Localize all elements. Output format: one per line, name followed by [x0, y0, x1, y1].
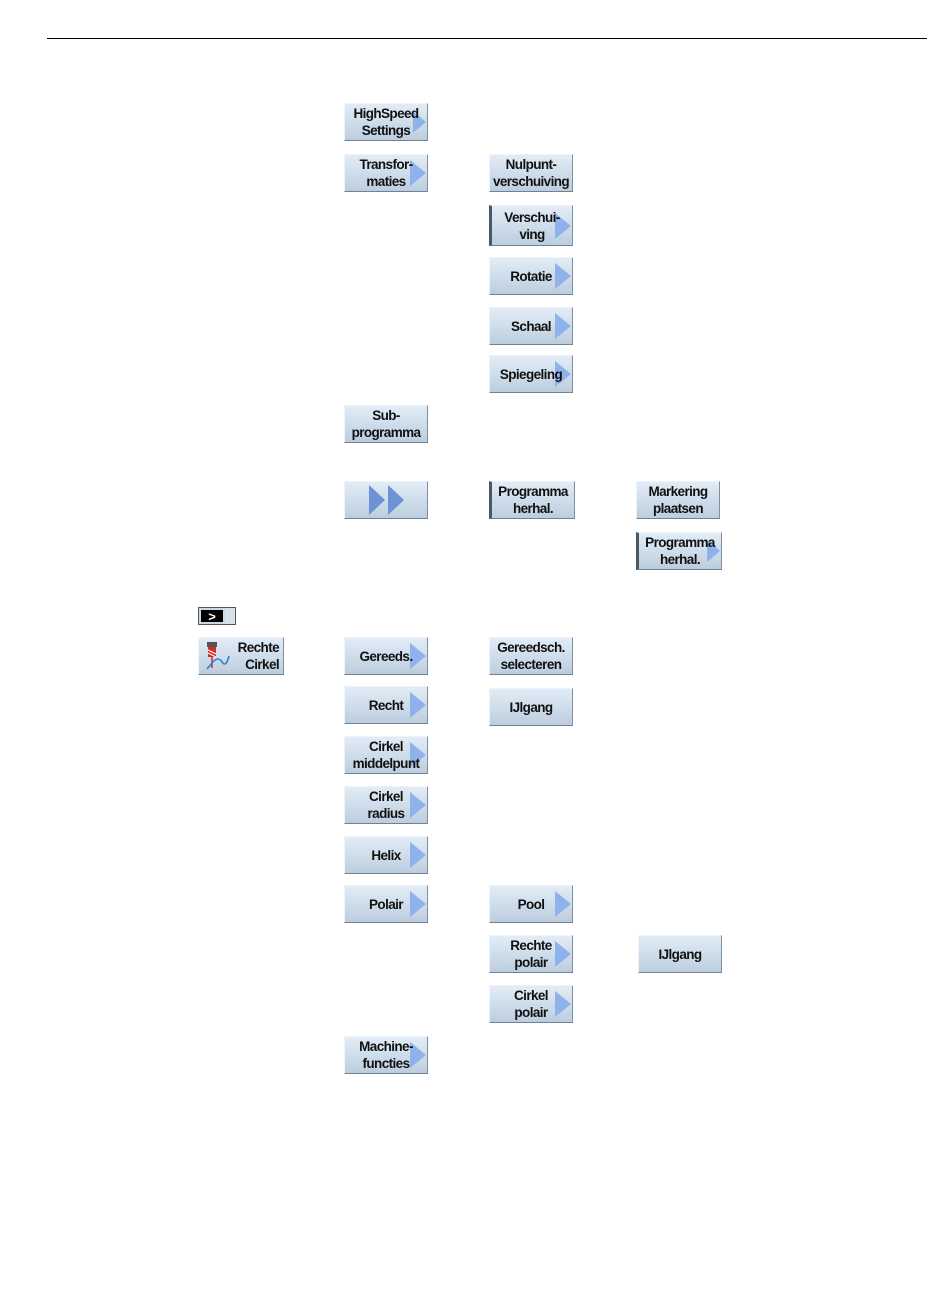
softkey-label: IJlgang: [658, 946, 702, 962]
cursor-key-label: >: [199, 608, 225, 624]
softkey-label: Schaal: [511, 318, 551, 334]
submenu-arrow-icon: [555, 313, 571, 339]
softkey-label: Nulpunt- verschuiving: [492, 157, 570, 189]
spiegeling-softkey[interactable]: [489, 355, 573, 393]
double-arrow-icon: [369, 485, 385, 515]
double-arrow-icon: [388, 485, 404, 515]
cirkel-polair-softkey[interactable]: [489, 985, 573, 1023]
softkey-label: Helix: [371, 847, 401, 863]
submenu-arrow-icon: [555, 891, 571, 917]
gereedsch-selecteren-softkey[interactable]: [489, 637, 573, 675]
submenu-arrow-icon: [555, 941, 571, 967]
highspeed-settings-softkey[interactable]: [344, 103, 428, 141]
polair-softkey[interactable]: [344, 885, 428, 923]
submenu-arrow-icon: [555, 991, 571, 1017]
nulpuntverschuiving-softkey[interactable]: [489, 154, 573, 192]
cursor-key[interactable]: [198, 607, 236, 625]
submenu-arrow-icon: [410, 842, 426, 868]
softkey-label: Verschui- ving: [504, 209, 560, 242]
softkey-label: Machine- functies: [359, 1039, 413, 1071]
softkey-label: Recht: [368, 697, 404, 713]
programma-herhal-sub-softkey[interactable]: [636, 532, 722, 570]
softkey-label: Cirkel polair: [514, 988, 548, 1020]
softkey-label: Rechte Cirkel: [237, 640, 279, 672]
softkey-label: Transfor- maties: [359, 157, 413, 189]
rotatie-softkey[interactable]: [489, 257, 573, 295]
softkey-label: Sub- programma: [351, 408, 421, 440]
more-softkey[interactable]: [344, 481, 428, 519]
ijlgang-polair-softkey[interactable]: [638, 935, 722, 973]
submenu-arrow-icon: [410, 891, 426, 917]
softkey-label: Cirkel radius: [367, 789, 405, 821]
cirkel-radius-softkey[interactable]: [344, 786, 428, 824]
recht-softkey[interactable]: [344, 686, 428, 724]
rechte-polair-softkey[interactable]: [489, 935, 573, 973]
transformaties-softkey[interactable]: [344, 154, 428, 192]
programma-herhal-softkey[interactable]: [489, 481, 575, 519]
header-rule: [47, 38, 927, 39]
softkey-label: Cirkel middelpunt: [352, 739, 420, 771]
softkey-label: Rechte polair: [510, 938, 552, 970]
verschuiving-softkey[interactable]: [489, 205, 573, 246]
helix-softkey[interactable]: [344, 836, 428, 874]
rechte-cirkel-softkey[interactable]: [198, 637, 284, 675]
softkey-label: Rotatie: [510, 268, 552, 284]
gereeds-softkey[interactable]: [344, 637, 428, 675]
markering-plaatsen-softkey[interactable]: [636, 481, 720, 519]
pool-softkey[interactable]: [489, 885, 573, 923]
schaal-softkey[interactable]: [489, 307, 573, 345]
softkey-label: Polair: [369, 896, 403, 912]
submenu-arrow-icon: [410, 792, 426, 818]
softkey-label: Gereedsch. selecteren: [497, 640, 565, 672]
submenu-arrow-icon: [410, 692, 426, 718]
softkey-label: Programma herhal.: [645, 535, 715, 567]
cirkel-middelpunt-softkey[interactable]: [344, 736, 428, 774]
ijlgang-softkey[interactable]: [489, 688, 573, 726]
subprogramma-softkey[interactable]: [344, 405, 428, 443]
submenu-arrow-icon: [555, 263, 571, 289]
machinefuncties-softkey[interactable]: [344, 1036, 428, 1074]
softkey-label: Pool: [517, 896, 545, 912]
milling-tool-icon: [204, 642, 230, 670]
softkey-label: Programma herhal.: [498, 484, 568, 516]
softkey-label: HighSpeed Settings: [353, 106, 419, 138]
softkey-label: IJlgang: [509, 699, 553, 715]
softkey-label: Spiegeling: [499, 366, 563, 382]
softkey-label: Markering plaatsen: [648, 484, 708, 516]
softkey-label: Gereeds.: [359, 648, 413, 664]
